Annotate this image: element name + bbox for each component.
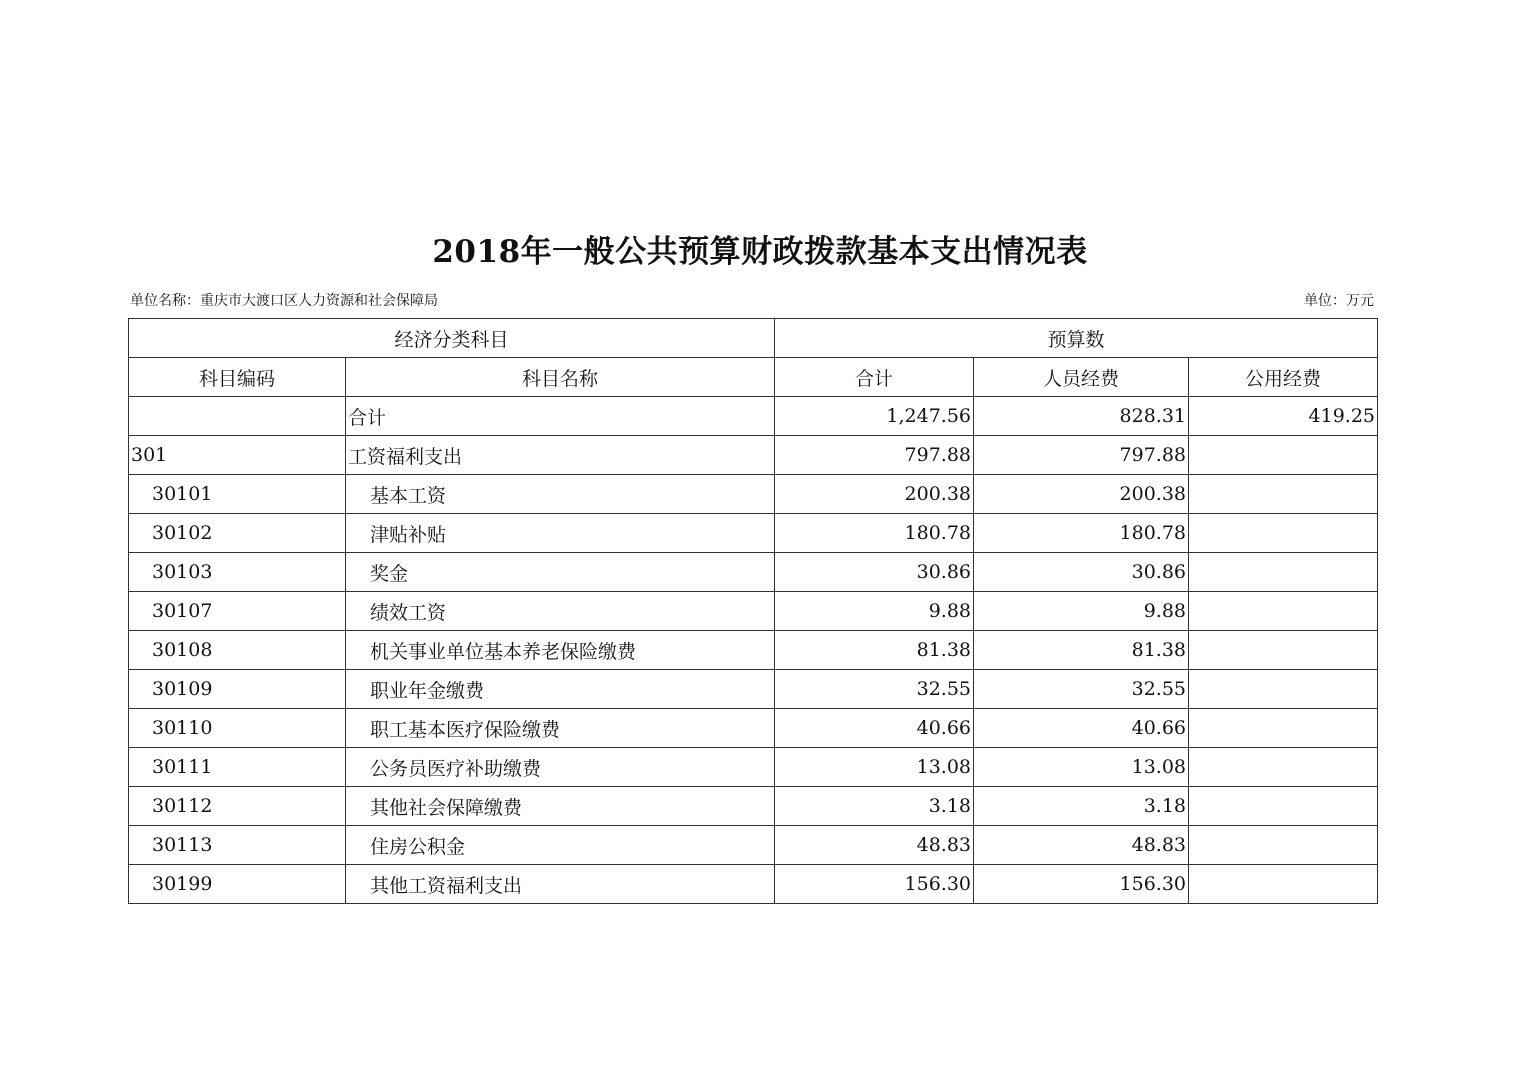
cell-total: 40.66 [775,709,974,748]
cell-personnel: 3.18 [974,787,1189,826]
cell-code: 30111 [129,748,346,787]
header-total: 合计 [775,358,974,397]
cell-public [1189,748,1378,787]
cell-total: 3.18 [775,787,974,826]
cell-public [1189,475,1378,514]
cell-code: 30107 [129,592,346,631]
table-row [129,670,1378,709]
table-row [129,709,1378,748]
cell-public: 419.25 [1189,397,1378,436]
cell-name: 绩效工资 [346,592,775,631]
cell-total: 81.38 [775,631,974,670]
header-budget-amount: 预算数 [775,319,1378,358]
cell-code [129,397,346,436]
cell-code: 30102 [129,514,346,553]
cell-personnel: 200.38 [974,475,1189,514]
cell-name: 公务员医疗补助缴费 [346,748,775,787]
cell-personnel: 797.88 [974,436,1189,475]
header-code: 科目编码 [129,358,346,397]
cell-personnel: 156.30 [974,865,1189,904]
header-name: 科目名称 [346,358,775,397]
cell-total: 1,247.56 [775,397,974,436]
cell-name: 基本工资 [346,475,775,514]
table-row [129,748,1378,787]
cell-personnel: 48.83 [974,826,1189,865]
cell-public [1189,787,1378,826]
header-group-row [129,319,1378,358]
cell-total: 30.86 [775,553,974,592]
cell-public [1189,514,1378,553]
cell-personnel: 828.31 [974,397,1189,436]
cell-code: 30110 [129,709,346,748]
cell-name: 津贴补贴 [346,514,775,553]
header-economic-classification: 经济分类科目 [129,319,775,358]
header-public: 公用经费 [1189,358,1378,397]
unit-name: 单位名称：重庆市大渡口区人力资源和社会保障局 [130,293,438,309]
cell-name: 奖金 [346,553,775,592]
table-row [129,826,1378,865]
cell-total: 9.88 [775,592,974,631]
cell-total: 156.30 [775,865,974,904]
cell-name: 合计 [346,397,775,436]
cell-code: 30112 [129,787,346,826]
header-column-row [129,358,1378,397]
table-row [129,865,1378,904]
cell-name: 其他社会保障缴费 [346,787,775,826]
cell-total: 32.55 [775,670,974,709]
cell-code: 301 [129,436,346,475]
cell-code: 30101 [129,475,346,514]
unit-label: 单位：万元 [1304,293,1374,309]
cell-total: 13.08 [775,748,974,787]
cell-personnel: 180.78 [974,514,1189,553]
header-personnel: 人员经费 [974,358,1189,397]
cell-name: 机关事业单位基本养老保险缴费 [346,631,775,670]
cell-total: 200.38 [775,475,974,514]
page-title: 2018年一般公共预算财政拨款基本支出情况表 [432,234,1088,270]
table-row [129,592,1378,631]
cell-code: 30199 [129,865,346,904]
budget-table [128,318,1378,904]
cell-public [1189,670,1378,709]
cell-public [1189,709,1378,748]
table-row [129,436,1378,475]
table-row [129,475,1378,514]
cell-code: 30113 [129,826,346,865]
cell-personnel: 40.66 [974,709,1189,748]
table-row [129,553,1378,592]
cell-name: 住房公积金 [346,826,775,865]
table-row [129,631,1378,670]
cell-total: 48.83 [775,826,974,865]
cell-code: 30108 [129,631,346,670]
cell-code: 30103 [129,553,346,592]
table-row [129,397,1378,436]
cell-personnel: 81.38 [974,631,1189,670]
cell-personnel: 13.08 [974,748,1189,787]
cell-public [1189,826,1378,865]
cell-name: 职工基本医疗保险缴费 [346,709,775,748]
cell-public [1189,436,1378,475]
cell-name: 工资福利支出 [346,436,775,475]
cell-code: 30109 [129,670,346,709]
cell-name: 其他工资福利支出 [346,865,775,904]
table-row [129,787,1378,826]
cell-public [1189,865,1378,904]
cell-total: 180.78 [775,514,974,553]
cell-public [1189,631,1378,670]
cell-personnel: 30.86 [974,553,1189,592]
cell-public [1189,553,1378,592]
cell-total: 797.88 [775,436,974,475]
table-row [129,514,1378,553]
cell-personnel: 32.55 [974,670,1189,709]
cell-personnel: 9.88 [974,592,1189,631]
cell-public [1189,592,1378,631]
cell-name: 职业年金缴费 [346,670,775,709]
